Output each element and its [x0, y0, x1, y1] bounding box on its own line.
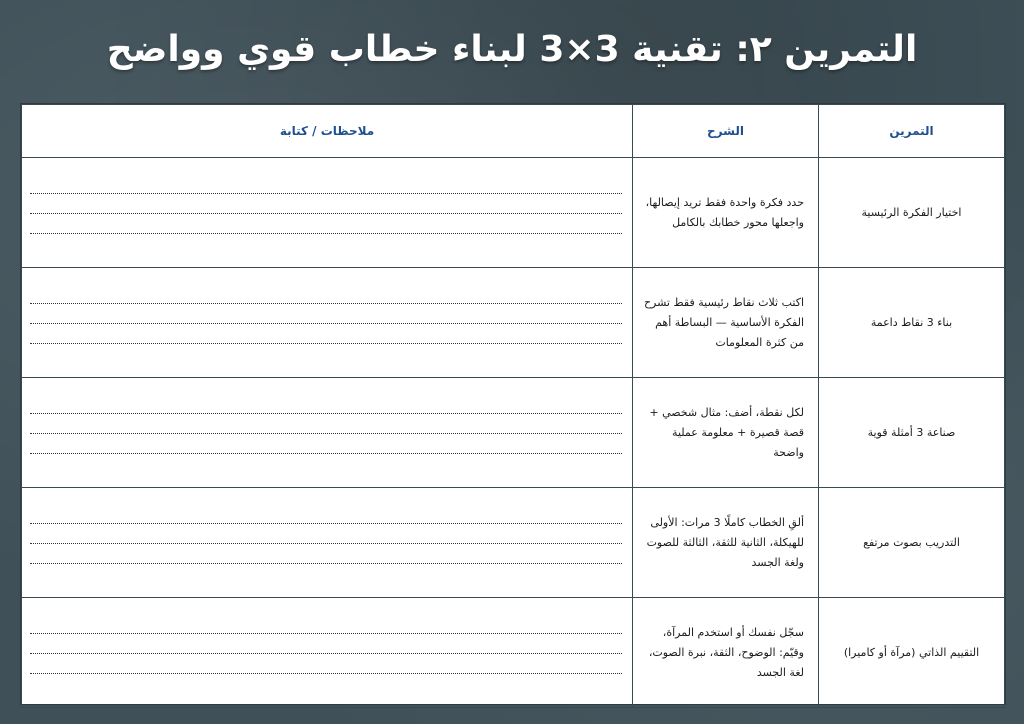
writing-lines [30, 192, 622, 234]
page-title: التمرين ٢: تقنية 3×3 لبناء خطاب قوي وواضح [106, 29, 918, 70]
explanation-cell: لكل نقطة، أضف: مثال شخصي + قصة قصيرة + معلومة عملية واضحة [633, 378, 819, 488]
exercise-cell: بناء 3 نقاط داعمة [819, 268, 1005, 378]
writing-line [30, 192, 622, 194]
notes-cell[interactable] [22, 268, 633, 378]
explanation-cell: اكتب ثلاث نقاط رئيسية فقط تشرح الفكرة الأساسية — البساطة أهم من كثرة المعلومات [633, 268, 819, 378]
writing-lines [30, 302, 622, 344]
writing-line [30, 522, 622, 524]
table-row [22, 488, 1005, 598]
table-row [22, 598, 1005, 708]
table-row [22, 158, 1005, 268]
writing-line [30, 632, 622, 634]
exercise-cell: اختيار الفكرة الرئيسية [819, 158, 1005, 268]
header-explanation: الشرح [633, 105, 819, 158]
header-notes: ملاحظات / كتابة [22, 105, 633, 158]
worksheet-table [21, 104, 1005, 708]
table-header-row [22, 105, 1005, 158]
writing-lines [30, 412, 622, 454]
writing-line [30, 232, 622, 234]
writing-line [30, 302, 622, 304]
exercise-cell: صناعة 3 أمثلة قوية [819, 378, 1005, 488]
writing-line [30, 322, 622, 324]
notes-cell[interactable] [22, 598, 633, 708]
notes-cell[interactable] [22, 378, 633, 488]
writing-line [30, 672, 622, 674]
table-row [22, 268, 1005, 378]
exercise-cell: التقييم الذاتي (مرآة أو كاميرا) [819, 598, 1005, 708]
writing-lines [30, 632, 622, 674]
writing-line [30, 452, 622, 454]
writing-line [30, 652, 622, 654]
explanation-cell: سجّل نفسك أو استخدم المرآة، وقيّم: الوضوح، الثقة، نبرة الصوت، لغة الجسد [633, 598, 819, 708]
writing-line [30, 412, 622, 414]
worksheet-card [20, 103, 1006, 705]
writing-line [30, 542, 622, 544]
table-row [22, 378, 1005, 488]
writing-line [30, 432, 622, 434]
writing-line [30, 212, 622, 214]
explanation-cell: حدد فكرة واحدة فقط تريد إيصالها، واجعلها محور خطابك بالكامل [633, 158, 819, 268]
header-exercise: التمرين [819, 105, 1005, 158]
writing-line [30, 562, 622, 564]
exercise-cell: التدريب بصوت مرتفع [819, 488, 1005, 598]
notes-cell[interactable] [22, 488, 633, 598]
notes-cell[interactable] [22, 158, 633, 268]
explanation-cell: ألقِ الخطاب كاملًا 3 مرات: الأولى للهيكلة، الثانية للثقة، الثالثة للصوت ولغة الجسد [633, 488, 819, 598]
writing-line [30, 342, 622, 344]
writing-lines [30, 522, 622, 564]
